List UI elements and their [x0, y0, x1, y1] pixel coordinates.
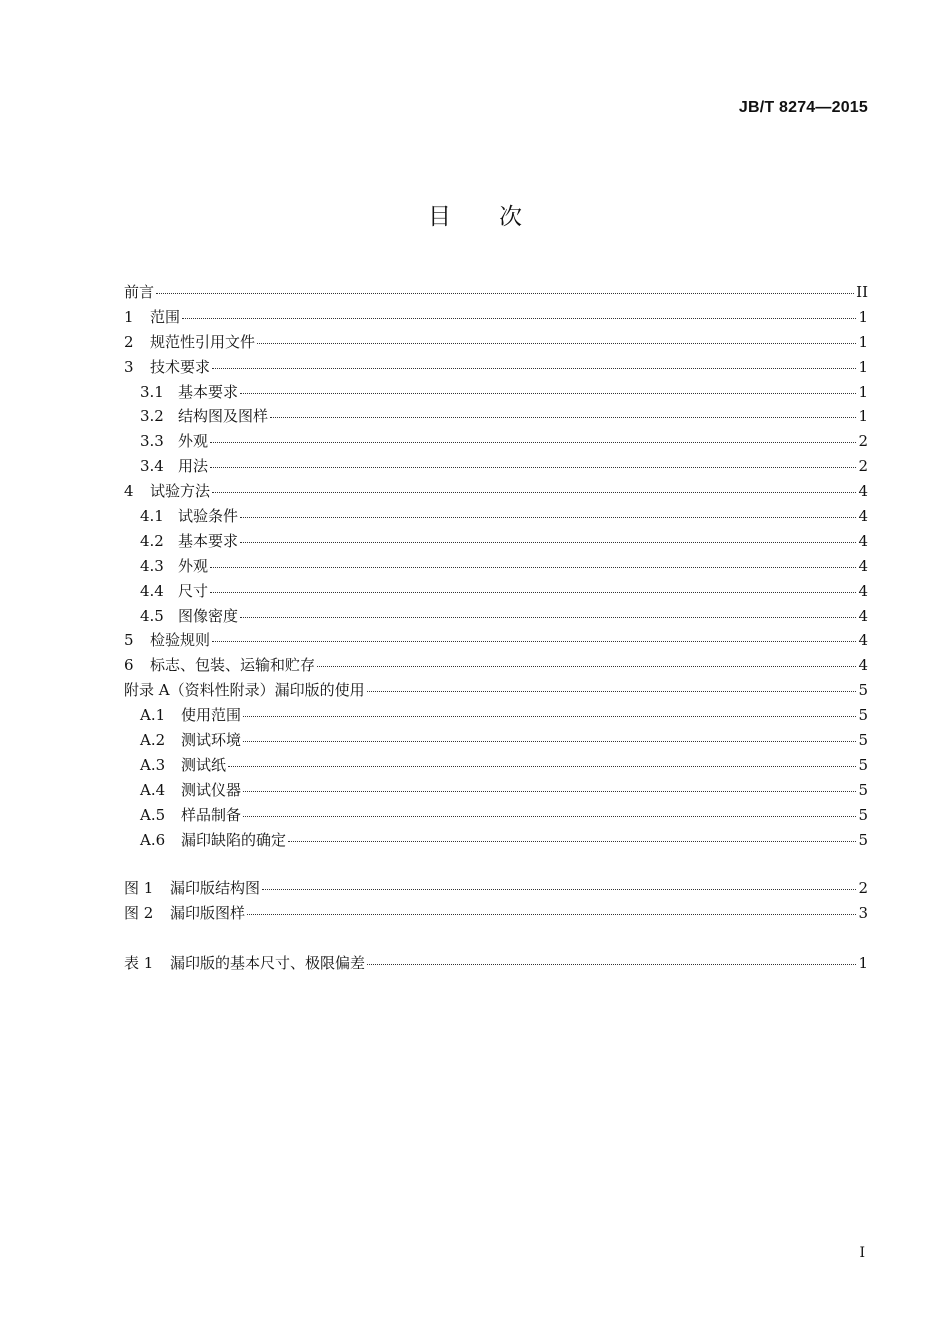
toc-entry[interactable] [124, 554, 868, 579]
toc-entry-number: 表 1 [124, 954, 154, 972]
toc-entry[interactable] [124, 728, 868, 753]
dot-leader [210, 441, 856, 443]
toc-entry-number: A.6 [140, 830, 166, 849]
toc-entry-page: 1 [858, 307, 868, 326]
toc-entry[interactable] [124, 628, 868, 653]
toc-entry-number: 3 [124, 357, 134, 376]
toc-entry-label: 标志、包装、运输和贮存 [150, 656, 316, 675]
toc-entry-label: 试验条件 [178, 507, 239, 526]
dot-leader [182, 317, 856, 319]
toc-entry[interactable] [124, 828, 868, 853]
toc-entry-label: 试验方法 [150, 482, 211, 501]
toc-entry-label: 技术要求 [150, 357, 211, 376]
toc-entry-number: 4.5 [140, 606, 164, 625]
toc-entry-label: 前言 [124, 283, 155, 301]
toc-entry-page: 2 [858, 879, 868, 897]
toc-entry[interactable] [124, 504, 868, 529]
toc-entry-label: 基本要求 [178, 531, 239, 550]
toc-entry-number: A.5 [140, 805, 166, 824]
toc-entry-number: A.1 [140, 706, 166, 725]
dot-leader [317, 665, 856, 667]
toc-entry-label: 使用范围 [181, 706, 242, 725]
toc-entry[interactable] [124, 876, 868, 901]
figure-list [124, 876, 868, 926]
toc-entry-label: 范围 [150, 307, 181, 326]
dot-leader [257, 342, 856, 344]
toc-entry-label: 测试纸 [181, 755, 227, 774]
toc-entry-label: 图像密度 [178, 606, 239, 625]
toc-entry-label: 检验规则 [150, 631, 211, 650]
dot-leader [367, 963, 856, 965]
toc-entry-page: 4 [858, 482, 868, 501]
toc-entry-page: 4 [858, 531, 868, 550]
dot-leader [243, 715, 856, 717]
toc-entry[interactable] [124, 479, 868, 504]
toc-entry-label: 尺寸 [178, 581, 209, 600]
toc-entry-label: 外观 [178, 556, 209, 575]
toc-entry-page: 4 [858, 606, 868, 625]
toc-entry[interactable] [124, 703, 868, 728]
dot-leader [210, 566, 856, 568]
toc-entry-page: 1 [858, 954, 868, 972]
toc-entry-number: 6 [124, 656, 134, 675]
dot-leader [270, 416, 856, 418]
toc-entry-label: 外观 [178, 432, 209, 451]
dot-leader [247, 913, 856, 915]
dot-leader [262, 888, 856, 890]
toc-entry-label: 样品制备 [181, 805, 242, 824]
toc-entry-label: 漏印版的基本尺寸、极限偏差 [170, 954, 366, 972]
toc-entry[interactable] [124, 404, 868, 429]
toc-entry-page: 1 [858, 357, 868, 376]
toc-entry-page: 1 [858, 407, 868, 426]
toc-entry[interactable] [124, 604, 868, 629]
toc-entry-label: 附录 A（资料性附录）漏印版的使用 [124, 681, 365, 700]
toc-entry-number: 4.1 [140, 507, 164, 526]
toc-entry[interactable] [124, 579, 868, 604]
toc-entry[interactable] [124, 330, 868, 355]
toc-entry[interactable] [124, 355, 868, 380]
toc-entry[interactable] [124, 678, 868, 703]
toc-entry-label: 测试仪器 [181, 780, 242, 799]
toc-entry[interactable] [124, 951, 868, 976]
toc-entry[interactable] [124, 653, 868, 678]
dot-leader [243, 815, 856, 817]
toc-entry-page: 5 [858, 706, 868, 725]
toc-entry-page: 5 [858, 805, 868, 824]
dot-leader [212, 367, 856, 369]
toc-entry[interactable] [124, 803, 868, 828]
toc-entry-page: II [856, 283, 868, 301]
toc-entry-page: 5 [858, 755, 868, 774]
toc-entry-number: A.3 [140, 755, 166, 774]
toc-entry-page: 1 [858, 332, 868, 351]
toc-entry-number: 图 1 [124, 879, 154, 897]
dot-leader [156, 292, 854, 294]
toc-entry-page: 5 [858, 681, 868, 700]
toc-entry[interactable] [124, 429, 868, 454]
toc-entry-number: 4.2 [140, 531, 164, 550]
toc-entry-label: 结构图及图样 [178, 407, 269, 426]
dot-leader [367, 690, 857, 692]
toc-entry-label: 用法 [178, 457, 209, 476]
table-list [124, 951, 868, 976]
dot-leader [228, 765, 856, 767]
toc-entry-number: 4 [124, 482, 134, 501]
dot-leader [240, 541, 856, 543]
toc-entry-number: 4.4 [140, 581, 164, 600]
toc-entry-page: 1 [858, 382, 868, 401]
dot-leader [240, 392, 856, 394]
toc-entry-page: 3 [858, 903, 868, 922]
toc-entry-label: 测试环境 [181, 731, 242, 750]
toc-entry-number: A.2 [140, 731, 166, 750]
page-number: I [859, 1245, 865, 1261]
standard-code: JB/T 8274—2015 [738, 99, 868, 116]
dot-leader [210, 466, 856, 468]
toc-entry-number: A.4 [140, 780, 166, 799]
toc-entry-page: 5 [858, 780, 868, 799]
dot-leader [212, 640, 856, 642]
toc-entry[interactable] [124, 901, 868, 926]
toc-entry[interactable] [124, 280, 868, 305]
toc-entry-number: 3.1 [140, 382, 164, 401]
toc-entry-page: 5 [858, 830, 868, 849]
toc-entry-label: 漏印版图样 [170, 903, 246, 922]
toc-entry-page: 2 [858, 432, 868, 451]
toc-entry-number: 图 2 [124, 903, 154, 922]
toc-entry[interactable] [124, 753, 868, 778]
toc-list [124, 280, 868, 852]
toc-entry-page: 4 [858, 656, 868, 675]
toc-entry-label: 基本要求 [178, 382, 239, 401]
toc-entry-number: 3.3 [140, 432, 164, 451]
dot-leader [212, 491, 856, 493]
toc-entry-page: 4 [858, 581, 868, 600]
dot-leader [288, 840, 856, 842]
toc-entry-page: 4 [858, 556, 868, 575]
toc-entry[interactable] [124, 778, 868, 803]
toc-entry[interactable] [124, 529, 868, 554]
dot-leader [243, 790, 856, 792]
toc-entry[interactable] [124, 454, 868, 479]
toc-entry-label: 规范性引用文件 [150, 332, 256, 351]
toc-entry-page: 5 [858, 731, 868, 750]
toc-entry-page: 4 [858, 631, 868, 650]
toc-entry-number: 3.2 [140, 407, 164, 426]
toc-entry[interactable] [124, 380, 868, 405]
dot-leader [240, 616, 856, 618]
dot-leader [240, 516, 856, 518]
toc-entry-number: 1 [124, 307, 134, 326]
toc-entry-label: 漏印缺陷的确定 [181, 830, 287, 849]
toc-entry-page: 4 [858, 507, 868, 526]
toc-entry-number: 2 [124, 332, 134, 351]
toc-entry-number: 5 [124, 631, 134, 650]
toc-entry-label: 漏印版结构图 [170, 879, 261, 897]
toc-entry-page: 2 [858, 457, 868, 476]
dot-leader [243, 740, 856, 742]
toc-entry[interactable] [124, 305, 868, 330]
page-title: 目次 [428, 204, 570, 230]
toc-entry-number: 3.4 [140, 457, 164, 476]
toc-entry-number: 4.3 [140, 556, 164, 575]
dot-leader [210, 591, 856, 593]
